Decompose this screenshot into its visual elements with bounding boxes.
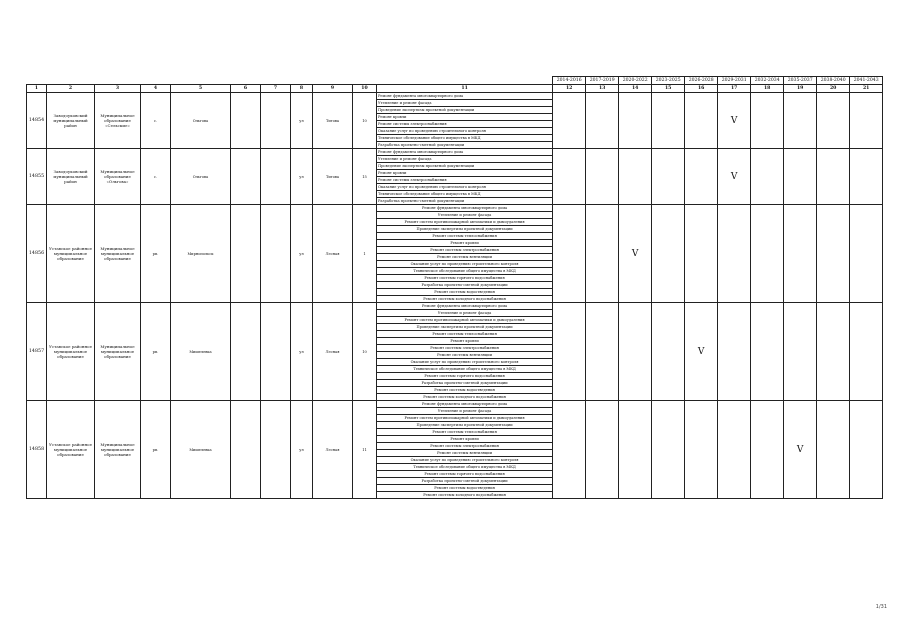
empty-cell <box>231 93 261 149</box>
work-item: Ремонт системы теплоснабжения <box>377 233 553 240</box>
settlement-type: рп. <box>141 303 171 401</box>
work-item: Утепление и ремонт фасада <box>377 310 553 317</box>
period-cell <box>751 401 784 499</box>
column-number-cell: 19 <box>784 85 817 93</box>
work-item: Утепление и ремонт фасада <box>377 212 553 219</box>
period-cell <box>553 205 586 303</box>
municipality-name: Муниципальное образование «Ольгова» <box>95 149 141 205</box>
column-number-cell: 12 <box>553 85 586 93</box>
district-name: Заводоуковский муниципальный район <box>47 93 95 149</box>
municipality-name: Муниципальное муниципальное образование <box>95 205 141 303</box>
year-header-cell: 2026-2028 <box>685 77 718 85</box>
period-cell <box>553 149 586 205</box>
street-name: Лесная <box>313 401 353 499</box>
period-cell <box>652 149 685 205</box>
work-item: Ремонт системы водоотведения <box>377 289 553 296</box>
column-number-cell: 6 <box>231 85 261 93</box>
street-name: Титова <box>313 149 353 205</box>
period-cell <box>553 401 586 499</box>
district-name: Уставское районное муниципальное образование <box>47 303 95 401</box>
empty-cell <box>261 149 291 205</box>
work-item: Ремонт кровли <box>377 170 553 177</box>
work-item: Ремонт системы горячего водоснабжения <box>377 275 553 282</box>
period-cell <box>784 149 817 205</box>
column-number-cell: 8 <box>291 85 313 93</box>
year-header-cell: 2029-2031 <box>718 77 751 85</box>
settlement-type: с. <box>141 149 171 205</box>
work-item: Разработка проектно-сметной документации <box>377 282 553 289</box>
period-cell <box>586 205 619 303</box>
work-item: Оказание услуг по проведению строительного контроля <box>377 184 553 191</box>
work-item: Утепление и ремонт фасада <box>377 408 553 415</box>
work-item: Ремонт системы электроснабжения <box>377 121 553 128</box>
settlement-name: Мирнопольск <box>171 205 231 303</box>
column-number-cell: 20 <box>817 85 850 93</box>
table-row <box>27 93 883 100</box>
work-item: Ремонт систем противопожарной автоматики и дымоудаления <box>377 219 553 226</box>
work-item: Оказание услуг по проведению строительного контроля <box>377 359 553 366</box>
period-cell <box>619 303 652 401</box>
work-item: Ремонт системы горячего водоснабжения <box>377 471 553 478</box>
table-body <box>27 77 883 499</box>
work-item: Ремонт кровли <box>377 338 553 345</box>
house-number: 10 <box>353 303 377 401</box>
work-item: Ремонт кровли <box>377 240 553 247</box>
municipality-name: Муниципальное муниципальное образование <box>95 303 141 401</box>
column-number-cell: 14 <box>619 85 652 93</box>
period-cell <box>652 205 685 303</box>
period-cell <box>718 205 751 303</box>
period-cell <box>817 205 850 303</box>
record-id: 14858 <box>27 401 47 499</box>
period-cell <box>685 401 718 499</box>
period-cell <box>718 303 751 401</box>
column-number-cell: 15 <box>652 85 685 93</box>
year-header-cell: 2020-2022 <box>619 77 652 85</box>
work-item: Ремонт фундамента многоквартирного дома <box>377 401 553 408</box>
district-name: Уставское районное муниципальное образование <box>47 401 95 499</box>
column-number-row <box>27 85 883 93</box>
year-header-cell: 2032-2034 <box>751 77 784 85</box>
period-cell <box>553 93 586 149</box>
period-mark: V <box>685 303 718 401</box>
work-item: Ремонт системы холодного водоснабжения <box>377 296 553 303</box>
period-cell <box>817 401 850 499</box>
work-item: Ремонт системы водоотведения <box>377 485 553 492</box>
year-header-cell: 2035-2037 <box>784 77 817 85</box>
period-cell <box>685 149 718 205</box>
work-item: Проведение экспертизы проектной документации <box>377 107 553 114</box>
street-type: ул <box>291 149 313 205</box>
work-item: Ремонт фундамента многоквартирного дома <box>377 303 553 310</box>
column-number-cell: 4 <box>141 85 171 93</box>
district-name: Заводоуковский муниципальный район <box>47 149 95 205</box>
period-cell <box>586 149 619 205</box>
period-cell <box>850 149 883 205</box>
work-item: Ремонт системы холодного водоснабжения <box>377 492 553 499</box>
settlement-name: Ольгова <box>171 149 231 205</box>
work-item: Ремонт фундамента многоквартирного дома <box>377 93 553 100</box>
period-mark: V <box>784 401 817 499</box>
district-name: Уставское районное муниципальное образование <box>47 205 95 303</box>
work-item: Техническое обследование общего имущества в МКД <box>377 135 553 142</box>
settlement-name: Мишелевка <box>171 401 231 499</box>
year-header-cell: 2014-2016 <box>553 77 586 85</box>
period-mark: V <box>718 93 751 149</box>
record-id: 14857 <box>27 303 47 401</box>
settlement-name: Ольгова <box>171 93 231 149</box>
work-item: Техническое обследование общего имущества в МКД <box>377 191 553 198</box>
header-spacer <box>27 77 553 85</box>
work-item: Ремонт системы электроснабжения <box>377 177 553 184</box>
period-cell <box>718 401 751 499</box>
work-item: Утепление и ремонт фасада <box>377 156 553 163</box>
period-cell <box>619 401 652 499</box>
period-cell <box>586 401 619 499</box>
column-number-cell: 7 <box>261 85 291 93</box>
period-cell <box>817 149 850 205</box>
municipality-name: Муниципальное образование «Сельские» <box>95 93 141 149</box>
work-item: Разработка проектно-сметной документации <box>377 198 553 205</box>
record-id: 14854 <box>27 93 47 149</box>
work-item: Ремонт систем противопожарной автоматики и дымоудаления <box>377 317 553 324</box>
house-number: 15 <box>353 149 377 205</box>
table-row <box>27 303 883 310</box>
work-item: Ремонт системы электроснабжения <box>377 443 553 450</box>
column-number-cell: 11 <box>377 85 553 93</box>
work-item: Проведение экспертизы проектной документации <box>377 226 553 233</box>
table-row <box>27 149 883 156</box>
empty-cell <box>231 205 261 303</box>
work-item: Оказание услуг по проведению строительного контроля <box>377 457 553 464</box>
work-item: Ремонт системы водоотведения <box>377 387 553 394</box>
house-number: 10 <box>353 93 377 149</box>
work-item: Ремонт системы вентиляции <box>377 450 553 457</box>
house-number: 1 <box>353 205 377 303</box>
settlement-type: рп. <box>141 401 171 499</box>
work-item: Разработка проектно-сметной документации <box>377 478 553 485</box>
column-number-cell: 18 <box>751 85 784 93</box>
column-number-cell: 13 <box>586 85 619 93</box>
work-item: Ремонт системы теплоснабжения <box>377 331 553 338</box>
period-cell <box>817 93 850 149</box>
work-item: Ремонт системы вентиляции <box>377 352 553 359</box>
period-cell <box>619 149 652 205</box>
record-id: 14855 <box>27 149 47 205</box>
period-cell <box>850 303 883 401</box>
period-cell <box>619 93 652 149</box>
work-item: Проведение экспертизы проектной документации <box>377 324 553 331</box>
table-row <box>27 401 883 408</box>
period-cell <box>751 205 784 303</box>
street-name: Титова <box>313 93 353 149</box>
work-item: Техническое обследование общего имущества в МКД <box>377 268 553 275</box>
column-number-cell: 17 <box>718 85 751 93</box>
settlement-type: с. <box>141 93 171 149</box>
work-item: Проведение экспертизы проектной документации <box>377 422 553 429</box>
period-cell <box>751 93 784 149</box>
street-type: ул <box>291 93 313 149</box>
house-number: 11 <box>353 401 377 499</box>
work-item: Ремонт фундамента многоквартирного дома <box>377 149 553 156</box>
empty-cell <box>261 93 291 149</box>
period-cell <box>817 303 850 401</box>
column-number-cell: 10 <box>353 85 377 93</box>
period-cell <box>850 93 883 149</box>
year-header-cell: 2023-2025 <box>652 77 685 85</box>
work-item: Ремонт системы горячего водоснабжения <box>377 373 553 380</box>
work-item: Утепление и ремонт фасада <box>377 100 553 107</box>
period-cell <box>652 93 685 149</box>
empty-cell <box>261 303 291 401</box>
work-item: Оказание услуг по проведению строительного контроля <box>377 261 553 268</box>
period-cell <box>751 303 784 401</box>
settlement-name: Мишелевка <box>171 303 231 401</box>
period-cell <box>652 401 685 499</box>
period-cell <box>652 303 685 401</box>
empty-cell <box>231 149 261 205</box>
work-item: Ремонт системы холодного водоснабжения <box>377 394 553 401</box>
period-cell <box>685 205 718 303</box>
period-cell <box>850 401 883 499</box>
year-header-cell: 2017-2019 <box>586 77 619 85</box>
work-item: Ремонт фундамента многоквартирного дома <box>377 205 553 212</box>
empty-cell <box>261 205 291 303</box>
work-item: Ремонт систем противопожарной автоматики и дымоудаления <box>377 415 553 422</box>
work-item: Оказание услуг по проведению строительного контроля <box>377 128 553 135</box>
capital-repair-schedule-table <box>26 76 883 499</box>
empty-cell <box>261 401 291 499</box>
year-header-cell: 2041-2043 <box>850 77 883 85</box>
column-number-cell: 21 <box>850 85 883 93</box>
street-name: Лесная <box>313 205 353 303</box>
period-mark: V <box>718 149 751 205</box>
empty-cell <box>231 303 261 401</box>
street-name: Лесная <box>313 303 353 401</box>
period-cell <box>685 93 718 149</box>
period-cell <box>784 93 817 149</box>
work-item: Проведение экспертизы проектной документации <box>377 163 553 170</box>
column-number-cell: 1 <box>27 85 47 93</box>
work-item: Техническое обследование общего имущества в МКД <box>377 366 553 373</box>
empty-cell <box>231 401 261 499</box>
work-item: Разработка проектно-сметной документации <box>377 142 553 149</box>
period-cell <box>850 205 883 303</box>
period-cell <box>553 303 586 401</box>
column-number-cell: 3 <box>95 85 141 93</box>
street-type: ул <box>291 205 313 303</box>
work-item: Разработка проектно-сметной документации <box>377 380 553 387</box>
work-item: Ремонт системы электроснабжения <box>377 247 553 254</box>
municipality-name: Муниципальное муниципальное образование <box>95 401 141 499</box>
record-id: 14856 <box>27 205 47 303</box>
period-mark: V <box>619 205 652 303</box>
table-row <box>27 205 883 212</box>
work-item: Ремонт кровли <box>377 436 553 443</box>
work-item: Ремонт системы электроснабжения <box>377 345 553 352</box>
street-type: ул <box>291 401 313 499</box>
page-number: 1/31 <box>875 604 887 610</box>
work-item: Ремонт кровли <box>377 114 553 121</box>
column-number-cell: 16 <box>685 85 718 93</box>
year-header-cell: 2038-2040 <box>817 77 850 85</box>
column-number-cell: 9 <box>313 85 353 93</box>
work-item: Ремонт системы вентиляции <box>377 254 553 261</box>
work-item: Ремонт системы теплоснабжения <box>377 429 553 436</box>
period-cell <box>586 93 619 149</box>
year-header-row <box>27 77 883 85</box>
column-number-cell: 5 <box>171 85 231 93</box>
column-number-cell: 2 <box>47 85 95 93</box>
period-cell <box>784 205 817 303</box>
period-cell <box>751 149 784 205</box>
settlement-type: рп. <box>141 205 171 303</box>
period-cell <box>784 303 817 401</box>
street-type: ул <box>291 303 313 401</box>
work-item: Техническое обследование общего имущества в МКД <box>377 464 553 471</box>
period-cell <box>586 303 619 401</box>
